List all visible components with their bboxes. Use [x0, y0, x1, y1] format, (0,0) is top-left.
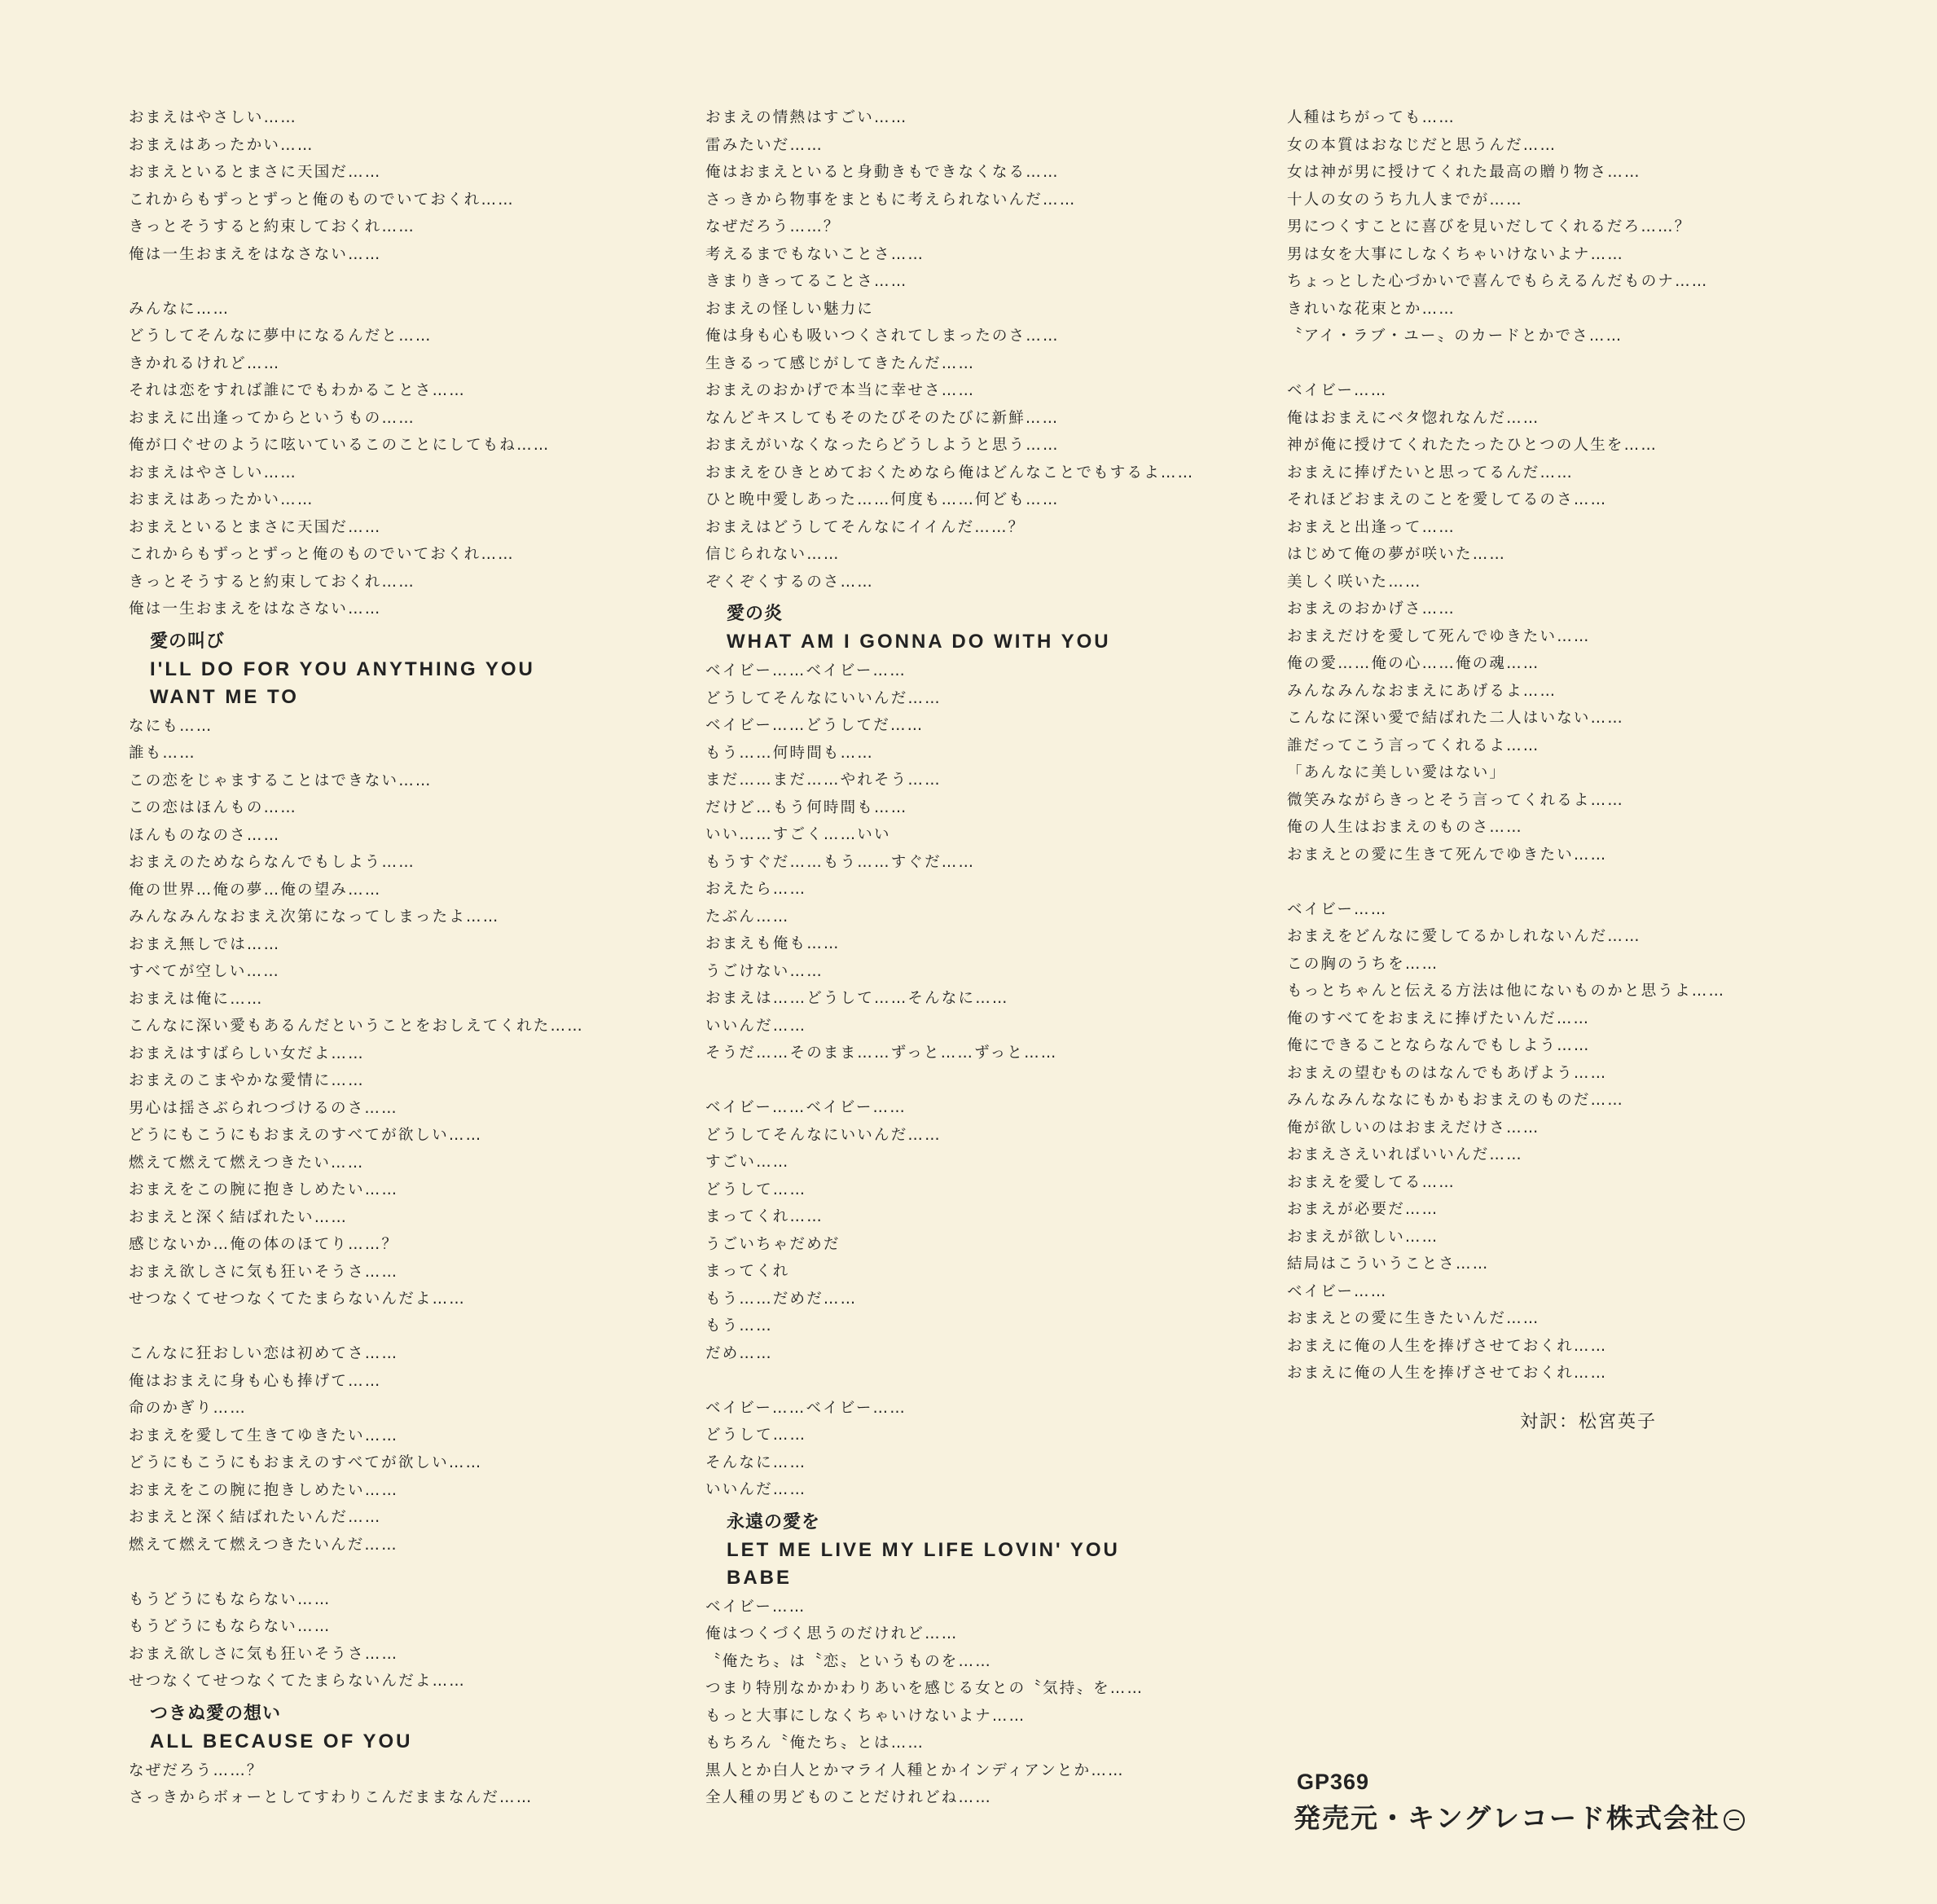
- lyric-line: おまえが欲しい……: [1287, 1228, 1439, 1246]
- lyric-line: 俺はおまえにベタ惚れなんだ……: [1287, 409, 1540, 427]
- lyric-line: 燃えて燃えて燃えつきたいんだ……: [129, 1536, 398, 1554]
- lyric-line: おまえに出逢ってからというもの……: [129, 409, 415, 427]
- lyric-line: 命のかぎり……: [129, 1400, 247, 1417]
- lyric-line: 〝俺たち〟は〝恋〟というものを……: [705, 1652, 992, 1670]
- lyric-line: 誰だってこう言ってくれるよ……: [1287, 737, 1540, 754]
- lyric-line: おまえをこの腕に抱きしめたい……: [129, 1481, 399, 1499]
- lyric-line: そんなに……: [705, 1453, 807, 1471]
- translator-credit: 対訳：松宮英子: [1520, 1412, 1658, 1432]
- lyric-line: もうどうにもならない……: [129, 1618, 332, 1635]
- lyric-line: おまえがいなくなったらどうしようと思う……: [705, 437, 1060, 454]
- lyric-line: おまえさえいればいいんだ……: [1287, 1146, 1523, 1163]
- lyric-line: こんなに狂おしい恋は初めてさ……: [129, 1345, 399, 1362]
- lyric-line: ほんものなのさ……: [129, 826, 281, 844]
- lyric-line: どうして……: [705, 1181, 807, 1198]
- lyric-line: なんどキスしてもそのたびそのたびに新鮮……: [705, 409, 1060, 427]
- lyric-line: これからもずっとずっと俺のものでいておくれ……: [129, 191, 515, 209]
- lyric-line: もっと大事にしなくちゃいけないよナ……: [705, 1707, 1026, 1725]
- lyric-line: おまえはすばらしい女だよ……: [129, 1044, 365, 1062]
- lyric-line: 俺の人生はおまえのものさ……: [1287, 819, 1523, 836]
- lyric-line: 考えるまでもないことさ……: [705, 245, 925, 263]
- stanza-gap: [129, 1559, 650, 1586]
- lyric-line: おまえと深く結ばれたい……: [129, 1208, 349, 1226]
- song-title-japanese: 愛の叫び: [150, 631, 226, 652]
- lyric-line: おえたら……: [705, 881, 807, 898]
- lyric-line: つまり特別なかかわりあいを感じる女との〝気持〟を……: [705, 1680, 1144, 1697]
- lyric-line: まだ……まだ……やれそう……: [705, 772, 942, 789]
- lyric-line: もっとちゃんと伝える方法は他にないものかと思うよ……: [1287, 983, 1726, 1000]
- lyric-line: おまえに捧げたいと思ってるんだ……: [1287, 464, 1574, 481]
- lyric-line: ひと晩中愛しあった……何度も……何ども……: [705, 491, 1060, 508]
- lyric-line: どうしてそんなにいいんだ……: [705, 1126, 942, 1144]
- lyric-line: おまえのこまやかな愛情に……: [129, 1072, 365, 1089]
- lyric-line: おまえをどんなに愛してるかしれないんだ……: [1287, 928, 1641, 945]
- lyric-line: きっとそうすると約束しておくれ……: [129, 218, 415, 235]
- lyric-line: 「あんなに美しい愛はない」: [1287, 764, 1507, 781]
- stanza-gap: [1287, 350, 1841, 378]
- lyric-line: 俺はおまえといると身動きもできなくなる……: [705, 164, 1060, 181]
- lyric-line: おまえは……どうして……そんなに……: [705, 990, 1009, 1007]
- publisher-line: [1294, 1797, 1745, 1836]
- lyric-line: 黒人とか白人とかマライ人種とかインディアンとか……: [705, 1761, 1125, 1779]
- lyric-line: いいんだ……: [705, 1017, 807, 1035]
- lyric-line: おまえを愛して生きてゆきたい……: [129, 1427, 399, 1444]
- lyric-line: どうしてそんなにいいんだ……: [705, 689, 942, 707]
- lyric-line: どうしてそんなに夢中になるんだと……: [129, 328, 433, 345]
- lyric-line: だけど…もう何時間も……: [705, 798, 908, 816]
- lyric-line: 俺は身も心も吸いつくされてしまったのさ……: [705, 328, 1060, 345]
- lyric-line: きれいな花束とか……: [1287, 300, 1456, 318]
- lyric-line: 男心は揺さぶられつづけるのさ……: [129, 1099, 398, 1117]
- lyric-line: うごけない……: [705, 962, 824, 980]
- lyric-line: ぞくぞくするのさ……: [705, 573, 875, 591]
- lyric-line: こんなに深い愛で結ばれた二人はいない……: [1287, 710, 1625, 727]
- lyric-line: おまえをこの腕に抱きしめたい……: [129, 1181, 399, 1198]
- lyric-line: おまえはあったかい……: [129, 491, 314, 508]
- stanza-gap: [129, 268, 650, 296]
- lyric-line: こんなに深い愛もあるんだということをおしえてくれた……: [129, 1018, 584, 1035]
- publisher-seal-icon: [1724, 1809, 1745, 1831]
- lyric-line: まってくれ: [705, 1263, 790, 1280]
- lyric-line: なぜだろう……？: [129, 1761, 264, 1779]
- lyric-line: もう……だめだ……: [705, 1290, 858, 1308]
- lyric-line: 俺は一生おまえをはなさない……: [129, 245, 382, 263]
- song-title-english: BABE: [727, 1566, 793, 1589]
- lyric-line: ベイビー……どうしてだ……: [705, 717, 925, 734]
- lyric-line: もう……何時間も……: [705, 744, 875, 762]
- lyric-line: いい……すごく……いい: [705, 826, 891, 843]
- lyric-line: 俺が欲しいのはおまえだけさ……: [1287, 1119, 1540, 1137]
- song-title-english: WHAT AM I GONNA DO WITH YOU: [727, 631, 1111, 653]
- lyric-line: この胸のうちを……: [1287, 955, 1439, 973]
- lyric-line: さっきから物事をまともに考えられないんだ……: [705, 191, 1077, 209]
- lyric-line: 俺はおまえに身も心も捧げて……: [129, 1372, 382, 1390]
- lyric-line: おまえのおかげさ……: [1287, 600, 1456, 618]
- lyric-line: おまえ欲しさに気も狂いそうさ……: [129, 1645, 399, 1663]
- lyric-line: なぜだろう……？: [705, 218, 841, 235]
- song-title-japanese: つきぬ愛の想い: [150, 1703, 282, 1724]
- lyric-line: それは恋をすれば誰にでもわかることさ……: [129, 382, 467, 399]
- lyric-line: この恋をじゃますることはできない……: [129, 772, 433, 789]
- lyric-line: すべてが空しい……: [129, 963, 280, 980]
- lyric-line: もう……: [705, 1317, 773, 1335]
- song-title-english: I'LL DO FOR YOU ANYTHING YOU: [150, 657, 535, 680]
- lyric-line: おまえも俺も……: [705, 935, 841, 952]
- lyric-line: おまえのためならなんでもしよう……: [129, 854, 415, 871]
- lyric-line: さっきからボォーとしてすわりこんだままなんだ……: [129, 1789, 534, 1806]
- song-title: [129, 628, 650, 711]
- lyric-line: ベイビー……ベイビー……: [705, 1399, 907, 1417]
- stanza-gap: [129, 1313, 650, 1341]
- lyric-line: 生きるって感じがしてきたんだ……: [705, 354, 976, 372]
- lyric-line: おまえを愛してる……: [1287, 1173, 1456, 1191]
- lyric-line: 男は女を大事にしなくちゃいけないよナ……: [1287, 245, 1625, 263]
- lyric-line: おまえとの愛に生きて死んでゆきたい……: [1287, 846, 1608, 864]
- lyric-line: おまえに俺の人生を捧げさせておくれ……: [1287, 1365, 1608, 1382]
- lyric-line: もうどうにもならない……: [129, 1590, 332, 1608]
- lyric-line: 俺にできることならなんでもしよう……: [1287, 1037, 1591, 1054]
- lyrics-column-1: [129, 104, 650, 1812]
- lyric-line: 女は神が男に授けてくれた最高の贈り物さ……: [1287, 164, 1641, 181]
- lyric-line: おまえのおかげで本当に幸せさ……: [705, 382, 976, 399]
- lyric-line: すごい……: [705, 1154, 790, 1171]
- lyric-line: 十人の女のうち九人までが……: [1287, 191, 1523, 209]
- song-title-japanese: 愛の炎: [727, 604, 784, 624]
- lyric-line: おまえはやさしい……: [129, 109, 298, 126]
- lyric-line: おまえはどうしてそんなにイイんだ……？: [705, 518, 1026, 536]
- lyric-line: みんなみんなおまえにあげるよ……: [1287, 682, 1557, 700]
- lyric-line: きっとそうすると約束しておくれ……: [129, 573, 415, 591]
- lyric-line: 微笑みながらきっとそう言ってくれるよ……: [1287, 791, 1625, 809]
- song-title: [129, 1700, 650, 1756]
- stanza-gap: [705, 1067, 1243, 1095]
- lyric-line: 〝アイ・ラブ・ユー〟のカードとかでさ……: [1287, 328, 1623, 345]
- lyrics-column-2: [705, 104, 1243, 1812]
- lyric-line: おまえはやさしい……: [129, 464, 298, 481]
- lyric-line: おまえの情熱はすごい……: [705, 109, 908, 126]
- song-title-english: LET ME LIVE MY LIFE LOVIN' YOU: [727, 1538, 1120, 1561]
- lyric-line: おまえとの愛に生きたいんだ……: [1287, 1310, 1540, 1327]
- lyric-line: ベイビー……ベイビー……: [705, 1099, 907, 1116]
- lyric-line: みんなみんななにもかもおまえのものだ……: [1287, 1092, 1625, 1109]
- lyric-line: ベイビー……: [1287, 900, 1388, 918]
- lyric-line: おまえ無しでは……: [129, 935, 281, 953]
- lyric-line: 男につくすことに喜びを見いだしてくれるだろ……？: [1287, 218, 1692, 235]
- lyrics-column-3: [1287, 104, 1841, 1387]
- lyric-line: 俺のすべてをおまえに捧げたいんだ……: [1287, 1009, 1591, 1027]
- lyric-line: もうすぐだ……もう……すぐだ……: [705, 853, 976, 871]
- lyric-line: おまえといるとまさに天国だ……: [129, 518, 382, 536]
- lyric-line: 俺はつくづく思うのだけれど……: [705, 1625, 959, 1642]
- lyric-line: 燃えて燃えて燃えつきたい……: [129, 1154, 365, 1172]
- lyric-line: そうだ……そのまま……ずっと……ずっと……: [705, 1044, 1058, 1062]
- song-title: [705, 600, 1243, 656]
- lyric-line: どうにもこうにもおまえのすべてが欲しい……: [129, 1454, 483, 1471]
- lyric-line: おまえをひきとめておくためなら俺はどんなことでもするよ……: [705, 464, 1195, 481]
- lyric-line: どうして……: [705, 1427, 807, 1444]
- stanza-gap: [1287, 868, 1841, 896]
- lyric-line: 俺が口ぐせのように呟いているこのことにしてもね……: [129, 437, 551, 454]
- lyric-line: たぶん……: [705, 908, 790, 926]
- lyric-line: どうにもこうにもおまえのすべてが欲しい……: [129, 1127, 483, 1144]
- song-title: [705, 1509, 1243, 1592]
- lyric-line: おまえの怪しい魅力に: [705, 300, 875, 318]
- lyric-line: みんなに……: [129, 300, 231, 318]
- lyric-line: おまえと深く結ばれたいんだ……: [129, 1509, 382, 1526]
- song-title-english: ALL BECAUSE OF YOU: [150, 1730, 413, 1752]
- lyric-line: 神が俺に授けてくれたたったひとつの人生を……: [1287, 437, 1658, 454]
- lyric-line: おまえといるとまさに天国だ……: [129, 164, 382, 181]
- lyric-line: それほどおまえのことを愛してるのさ……: [1287, 491, 1608, 508]
- lyric-line: 女の本質はおなじだと思うんだ……: [1287, 136, 1557, 154]
- lyric-line: おまえに俺の人生を捧げさせておくれ……: [1287, 1337, 1608, 1355]
- lyric-line: 全人種の男どものことだけれどね……: [705, 1789, 992, 1806]
- lyric-line: 俺の世界…俺の夢…俺の望み……: [129, 881, 382, 899]
- lyric-line: おまえの望むものはなんでもあげよう……: [1287, 1064, 1608, 1082]
- lyric-line: おまえと出逢って……: [1287, 518, 1456, 536]
- lyric-line: せつなくてせつなくてたまらないんだよ……: [129, 1673, 467, 1690]
- lyric-line: これからもずっとずっと俺のものでいておくれ……: [129, 546, 515, 563]
- catalog-number: GP369: [1297, 1770, 1370, 1794]
- lyric-line: きまりきってることさ……: [705, 273, 908, 290]
- lyric-line: 誰も……: [129, 745, 196, 762]
- lyric-line: 雷みたいだ……: [705, 136, 824, 154]
- lyric-line: みんなみんなおまえ次第になってしまったよ……: [129, 908, 500, 926]
- lyric-line: 信じられない……: [705, 546, 841, 563]
- lyric-line: おまえはあったかい……: [129, 136, 314, 154]
- lyric-line: ベイビー……ベイビー……: [705, 662, 907, 679]
- lyric-line: もちろん〝俺たち〟とは……: [705, 1735, 925, 1752]
- lyric-line: おまえ欲しさに気も狂いそうさ……: [129, 1263, 399, 1281]
- lyric-line: きかれるけれど……: [129, 354, 281, 372]
- lyric-line: 人種はちがっても……: [1287, 109, 1456, 126]
- lyric-line: だめ……: [705, 1344, 773, 1362]
- lyric-line: この恋はほんもの……: [129, 799, 298, 816]
- lyric-line: 俺は一生おまえをはなさない……: [129, 600, 382, 618]
- song-title-japanese: 永遠の愛を: [727, 1511, 821, 1532]
- lyric-line: まってくれ……: [705, 1208, 824, 1225]
- publisher-name: 発売元・キングレコード株式会社: [1294, 1802, 1721, 1834]
- lyric-line: 俺の愛……俺の心……俺の魂……: [1287, 655, 1540, 672]
- lyric-line: おまえだけを愛して死んでゆきたい……: [1287, 627, 1591, 645]
- lyric-line: おまえが必要だ……: [1287, 1201, 1439, 1218]
- lyric-line: なにも……: [129, 717, 213, 735]
- lyric-line: ベイビー……: [1287, 1282, 1388, 1300]
- lyric-line: 美しく咲いた……: [1287, 573, 1422, 591]
- lyric-line: 感じないか…俺の体のほてり……？: [129, 1236, 399, 1253]
- lyric-line: ベイビー……: [1287, 382, 1388, 399]
- lyric-line: ベイビー……: [705, 1598, 806, 1616]
- lyric-line: はじめて俺の夢が咲いた……: [1287, 546, 1507, 563]
- lyric-line: いいんだ……: [705, 1481, 807, 1498]
- song-title-english: WANT ME TO: [150, 685, 299, 708]
- lyric-line: うごいちゃだめだ: [705, 1235, 841, 1253]
- lyric-line: 結局はこういうことさ……: [1287, 1255, 1490, 1273]
- lyric-line: おまえは俺に……: [129, 990, 264, 1008]
- stanza-gap: [705, 1367, 1243, 1395]
- lyric-line: せつなくてせつなくてたまらないんだよ……: [129, 1291, 467, 1308]
- lyric-line: ちょっとした心づかいで喜んでもらえるんだものナ……: [1287, 273, 1709, 290]
